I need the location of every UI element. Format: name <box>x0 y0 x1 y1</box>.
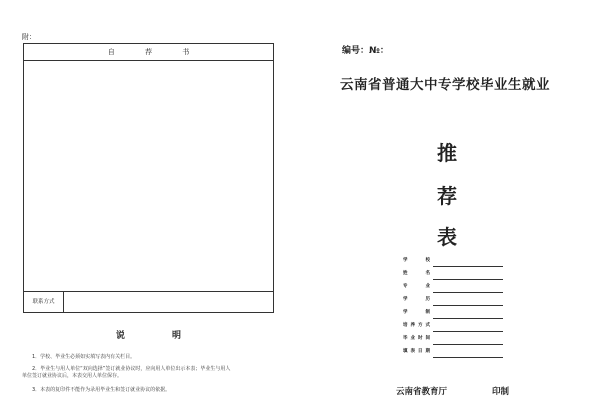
field-graduation-time <box>403 333 503 345</box>
field-input-line[interactable] <box>433 292 503 293</box>
field-label: 培养方式 <box>403 323 430 328</box>
field-label: 学制 <box>403 310 430 315</box>
notes-title: 说 明 <box>115 331 204 341</box>
field-label: 专业 <box>403 284 430 289</box>
field-input-line[interactable] <box>433 331 503 332</box>
issuer-name: 云南省教育厅 <box>396 387 448 397</box>
field-fill-date <box>403 346 503 358</box>
contact-field[interactable] <box>65 292 273 312</box>
note-item: 2．毕业生与用人单位“双向选择”签订就业协议时，应向用人单位出示本表；毕业生与用人 <box>32 366 231 372</box>
field-input-line[interactable] <box>433 279 503 280</box>
field-label: 姓名 <box>403 271 430 276</box>
form-title: 云南省普通大中专学校毕业生就业 <box>340 77 550 93</box>
contact-label: 联系方式 <box>24 292 64 312</box>
self-recommendation-title: 自 荐 书 <box>24 44 273 61</box>
field-label: 学历 <box>403 297 430 302</box>
field-school <box>403 255 503 267</box>
attachment-label: 附： <box>22 33 36 41</box>
note-item-continued: 单位签订就业协议后，本表交用人单位保存。 <box>22 373 123 379</box>
field-label: 学校 <box>403 258 430 263</box>
field-training-mode <box>403 320 503 332</box>
print-label: 印制 <box>492 387 510 397</box>
field-label: 填表日期 <box>403 349 430 354</box>
field-input-line[interactable] <box>433 357 503 358</box>
field-input-line[interactable] <box>433 318 503 319</box>
field-degree <box>403 294 503 306</box>
field-input-line[interactable] <box>433 344 503 345</box>
title-char-jian: 荐 <box>437 184 457 208</box>
note-item: 3．本表的复印件不能作为录用毕业生和签订就业协议的依据。 <box>32 387 171 393</box>
field-input-line[interactable] <box>433 305 503 306</box>
field-input-line[interactable] <box>433 266 503 267</box>
title-char-biao: 表 <box>437 225 457 249</box>
contact-row <box>24 291 273 312</box>
field-name <box>403 268 503 280</box>
self-recommendation-writing-area[interactable] <box>24 61 273 293</box>
field-duration <box>403 307 503 319</box>
title-char-tui: 推 <box>437 141 457 165</box>
serial-number-label: 编号：№： <box>342 46 389 56</box>
field-label: 毕业时间 <box>403 336 430 341</box>
note-item: 1．学校、毕业生必须如实填写表内有关栏目。 <box>32 354 136 360</box>
field-major <box>403 281 503 293</box>
self-recommendation-box <box>23 43 274 313</box>
